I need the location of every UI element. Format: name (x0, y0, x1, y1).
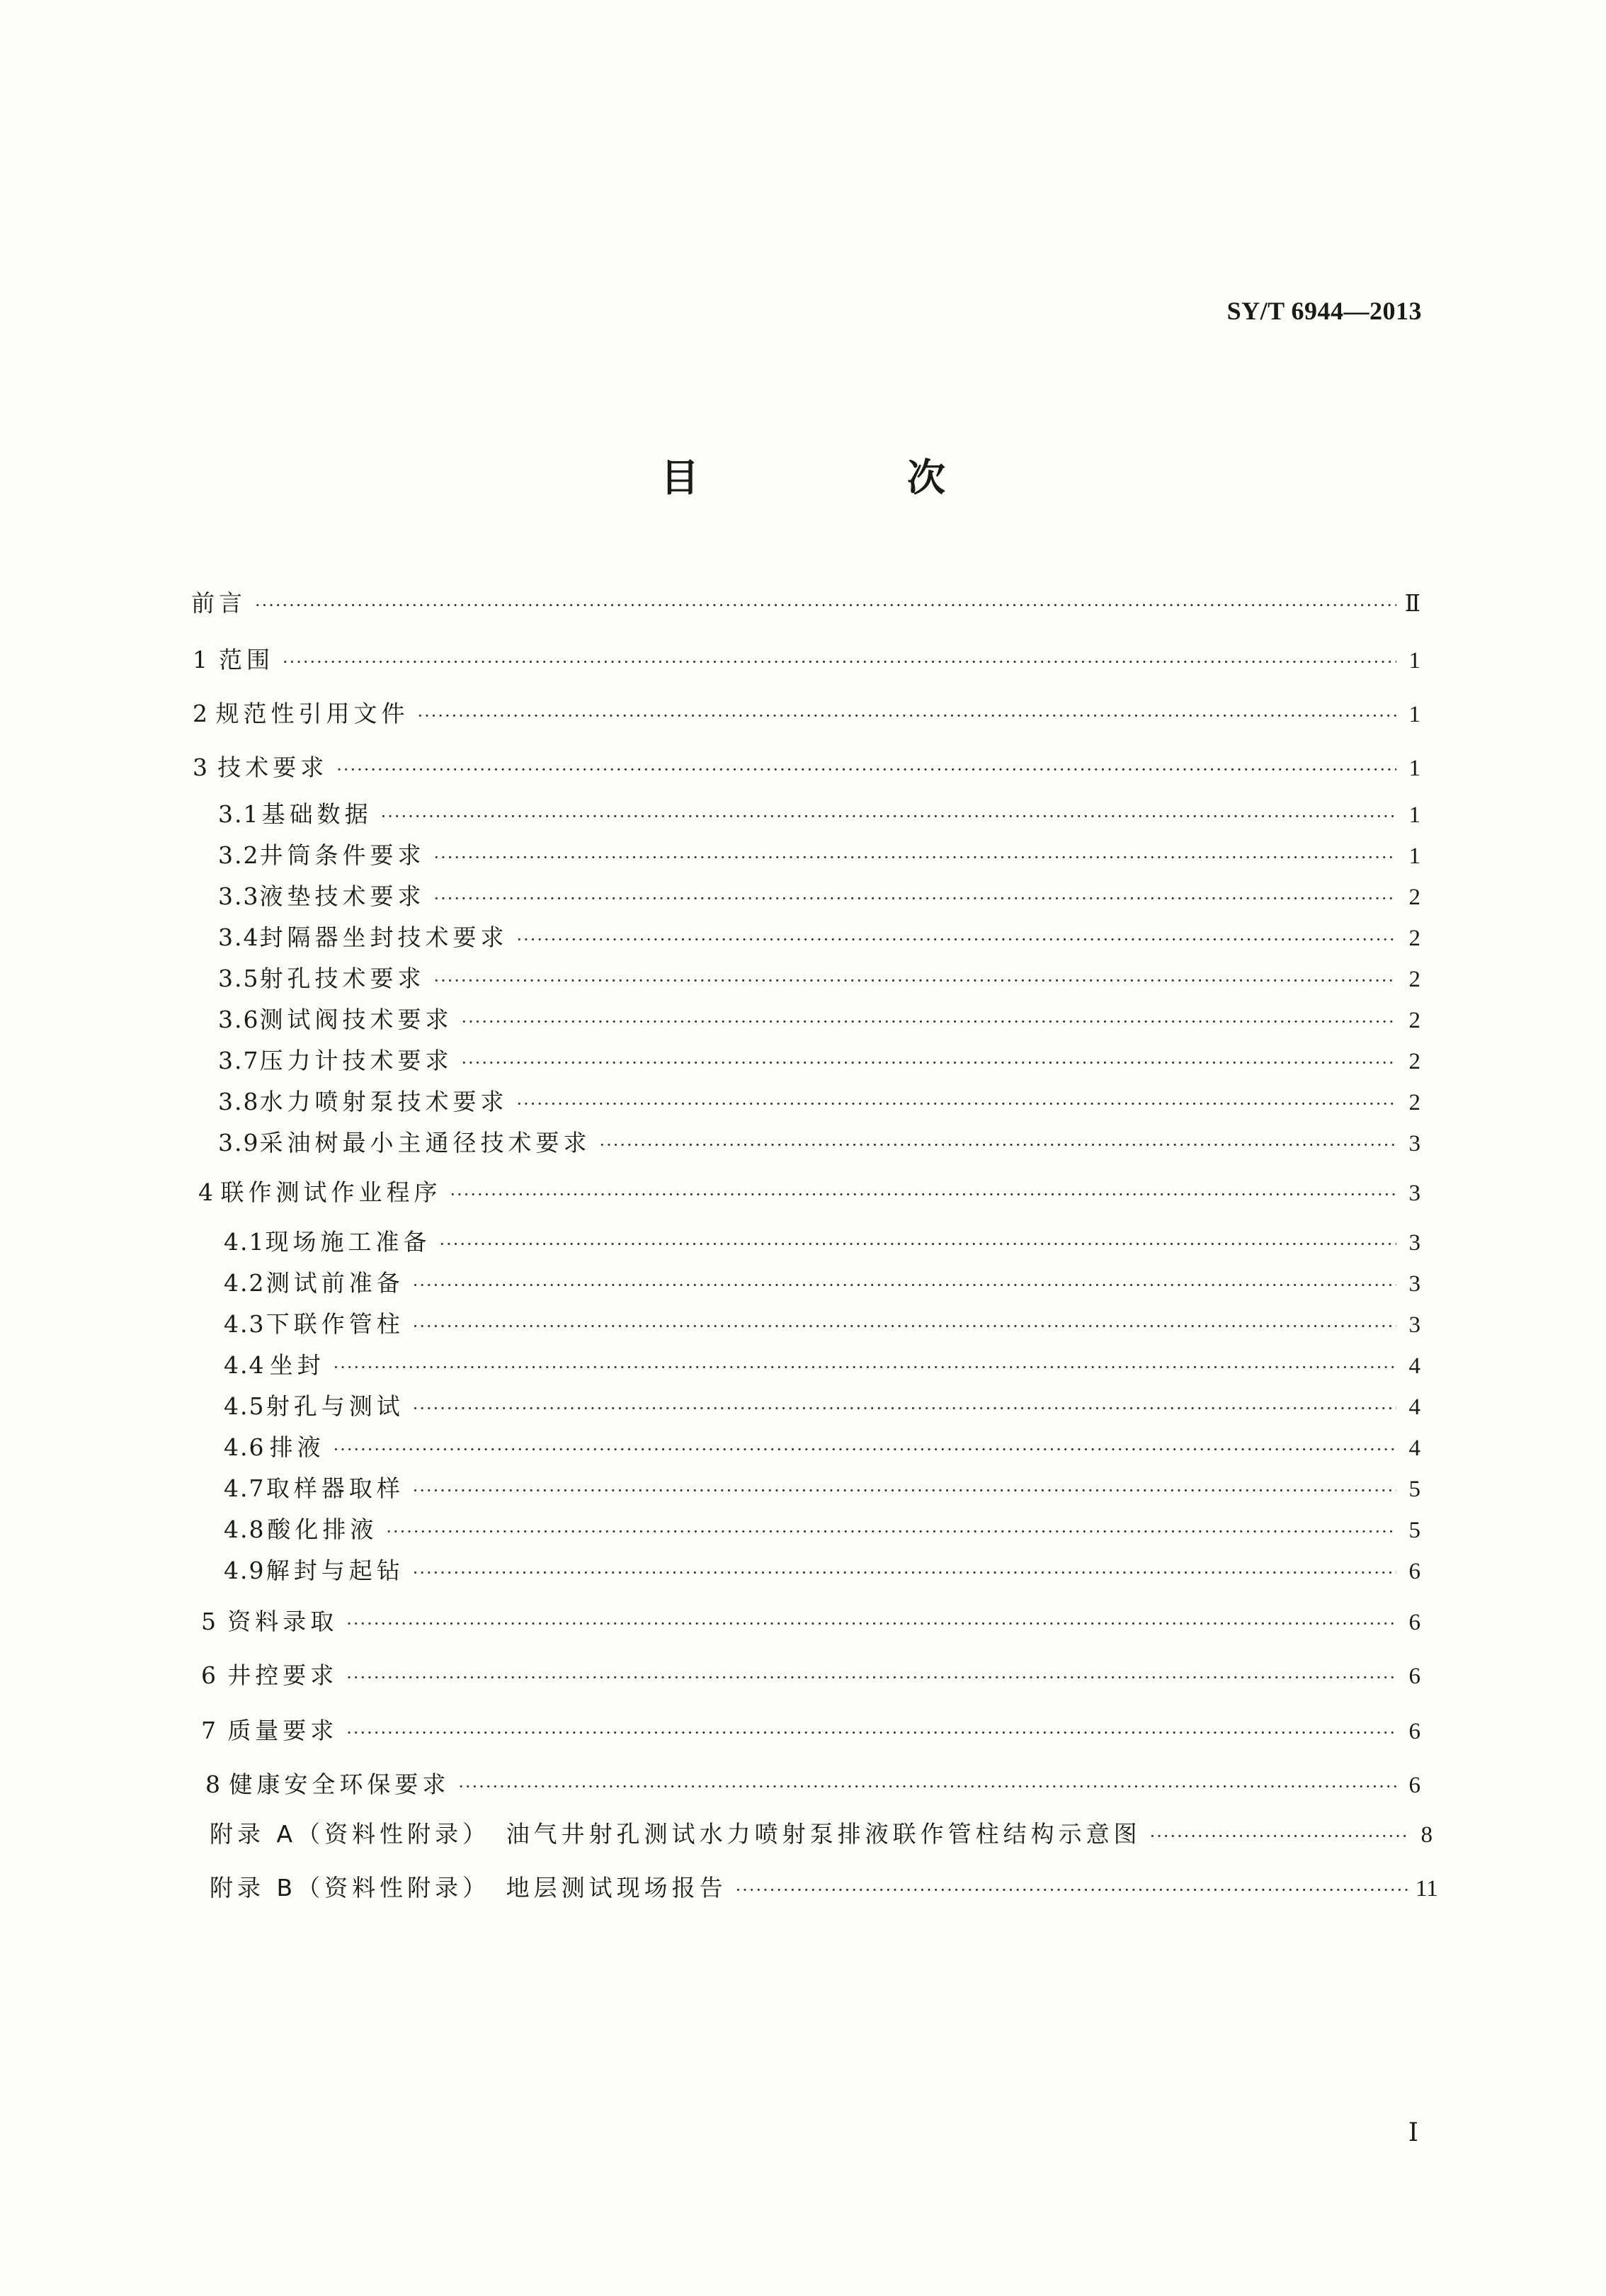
toc-entry-label: 质量要求 (227, 1717, 338, 1744)
toc-entry-label: 健康安全环保要求 (229, 1771, 450, 1798)
toc-leader (450, 1185, 1396, 1205)
toc-entry-number: 6 (201, 1661, 217, 1689)
toc-leader (461, 1012, 1396, 1032)
toc-leader (458, 1777, 1396, 1797)
toc-entry-page: 6 (1408, 1719, 1420, 1744)
toc-entry-page: 8 (1420, 1822, 1433, 1848)
toc-leader (516, 1094, 1396, 1114)
toc-entry[interactable] (218, 1001, 1420, 1035)
toc-entry-label: 液垫技术要求 (259, 882, 426, 910)
toc-leader (599, 1135, 1396, 1155)
toc-entry-label: 下联作管柱 (266, 1310, 404, 1338)
toc-leader (336, 760, 1396, 780)
toc-entry-label: 解封与起钻 (266, 1557, 404, 1584)
toc-entry-label: 取样器取样 (266, 1474, 404, 1502)
toc-entry[interactable] (224, 1306, 1420, 1339)
toc-entry-number: 3.5 (218, 965, 260, 992)
toc-leader (439, 1234, 1396, 1254)
toc-entry-page: 2 (1408, 1090, 1420, 1115)
toc-entry-label: 封隔器坐封技术要求 (259, 923, 508, 951)
toc-entry-number: 4.8 (224, 1516, 266, 1543)
toc-entry-page: 6 (1408, 1773, 1420, 1798)
toc-entry-label: 前言 (191, 589, 246, 617)
toc-entry-page: 1 (1408, 802, 1420, 828)
toc-leader (346, 1614, 1396, 1634)
toc-entry[interactable] (191, 585, 1420, 618)
toc-entry-number: 3 (193, 754, 209, 781)
standard-code: SY/T 6944—2013 (1226, 297, 1422, 325)
toc-entry[interactable] (218, 919, 1420, 953)
toc-entry-number: 3.2 (218, 841, 260, 869)
toc-entry-number: 3.7 (218, 1047, 260, 1074)
toc-entry-label: 范围 (219, 646, 275, 674)
toc-entry-page: 2 (1408, 926, 1420, 951)
toc-leader (516, 930, 1396, 950)
toc-entry[interactable] (224, 1511, 1420, 1545)
toc-entry-number: 4 (198, 1178, 215, 1206)
toc-entry-number: 4.2 (224, 1269, 266, 1297)
toc-entry-page: 5 (1408, 1518, 1420, 1543)
toc-entry-label: 附录 A（资料性附录） 油气井射孔测试水力喷射泵排液联作管柱结构示意图 (210, 1820, 1141, 1848)
toc-entry-label: 压力计技术要求 (259, 1047, 453, 1074)
toc-leader (413, 1317, 1396, 1336)
toc-entry[interactable] (198, 1174, 1420, 1207)
toc-entry[interactable] (193, 695, 1420, 729)
toc-entry-page: 6 (1408, 1664, 1420, 1689)
toc-leader (433, 971, 1396, 991)
toc-leader (334, 1440, 1396, 1460)
toc-entry-page: 3 (1408, 1271, 1420, 1297)
toc-entry-number: 3.1 (218, 800, 260, 828)
toc-entry-number: 2 (193, 700, 209, 727)
toc-leader (461, 1053, 1396, 1073)
toc-entry-label: 技术要求 (217, 754, 329, 781)
toc-entry-label: 基础数据 (261, 800, 372, 828)
toc-entry[interactable] (224, 1388, 1420, 1421)
toc-entry-label: 现场施工准备 (265, 1228, 431, 1256)
toc-entry[interactable] (218, 796, 1420, 829)
toc-entry[interactable] (218, 837, 1420, 870)
toc-entry-page: 11 (1416, 1876, 1438, 1902)
toc-entry-label: 坐封 (269, 1351, 325, 1379)
toc-entry[interactable] (210, 1816, 1433, 1849)
toc-entry[interactable] (218, 1125, 1420, 1158)
toc-entry[interactable] (224, 1429, 1420, 1462)
toc-entry-label: 井筒条件要求 (259, 841, 426, 869)
toc-entry-page: 5 (1408, 1477, 1420, 1502)
toc-entry-number: 8 (205, 1771, 222, 1798)
toc-entry[interactable] (201, 1712, 1420, 1746)
toc-entry-page: 2 (1408, 1049, 1420, 1074)
toc-entry-number: 1 (193, 646, 209, 674)
toc-entry-page: 4 (1408, 1353, 1420, 1379)
toc-entry-label: 酸化排液 (267, 1516, 378, 1543)
toc-entry[interactable] (224, 1470, 1420, 1504)
toc-entry-label: 附录 B（资料性附录） 地层测试现场报告 (210, 1874, 727, 1902)
toc-entry[interactable] (224, 1224, 1420, 1257)
toc-entry-label: 测试前准备 (266, 1269, 404, 1297)
toc-entry-page: 3 (1408, 1131, 1420, 1156)
toc-entry[interactable] (218, 1042, 1420, 1076)
toc-entry-label: 采油树最小主通径技术要求 (259, 1129, 591, 1156)
toc-leader (1150, 1826, 1408, 1846)
toc-entry-number: 5 (201, 1608, 217, 1635)
toc-entry[interactable] (218, 878, 1420, 911)
toc-entry-number: 3.9 (218, 1129, 260, 1156)
toc-entry-number: 4.3 (224, 1310, 266, 1338)
toc-leader (334, 1358, 1396, 1377)
toc-entry-page: 1 (1408, 702, 1420, 727)
toc-entry-page: 2 (1408, 885, 1420, 910)
toc-entry-page: 4 (1408, 1394, 1420, 1420)
toc-leader (433, 848, 1396, 868)
toc-leader (413, 1481, 1396, 1501)
toc-entry-label: 资料录取 (227, 1608, 338, 1635)
toc-entry-page: 3 (1408, 1312, 1420, 1338)
toc-entry[interactable] (218, 960, 1420, 994)
toc-entry-label: 水力喷射泵技术要求 (259, 1088, 508, 1115)
toc-entry[interactable] (224, 1347, 1420, 1380)
toc-entry-label: 测试阀技术要求 (259, 1006, 453, 1033)
toc-entry-number: 3.4 (218, 923, 260, 951)
toc-leader (346, 1723, 1396, 1743)
toc-entry-number: 4.5 (224, 1392, 266, 1420)
toc-entry-number: 3.3 (218, 882, 260, 910)
toc-entry-label: 井控要求 (227, 1661, 338, 1689)
toc-leader (283, 652, 1396, 672)
toc-entry-number: 4.1 (224, 1228, 266, 1256)
toc-leader (255, 596, 1396, 615)
toc-entry-label: 射孔技术要求 (259, 965, 426, 992)
toc-leader (381, 807, 1396, 826)
toc-leader (386, 1522, 1396, 1542)
toc-entry-page: Ⅱ (1404, 591, 1420, 617)
toc-entry[interactable] (224, 1552, 1420, 1586)
toc-entry-number: 4.4 (224, 1351, 266, 1379)
toc-entry[interactable] (201, 1603, 1420, 1637)
toc-entry-page: 1 (1408, 756, 1420, 781)
page-title: 目 次 (661, 455, 1030, 500)
toc-entry-page: 4 (1408, 1436, 1420, 1461)
toc-entry-page: 3 (1408, 1181, 1420, 1206)
toc-entry[interactable] (210, 1870, 1438, 1903)
toc-entry-label: 联作测试作业程序 (220, 1178, 442, 1206)
toc-entry-number: 3.6 (218, 1006, 260, 1033)
toc-entry-page: 1 (1408, 648, 1420, 674)
toc-entry-page: 2 (1408, 967, 1420, 992)
toc-entry-number: 4.7 (224, 1474, 266, 1502)
page-number: Ⅰ (1408, 2118, 1418, 2147)
toc-entry-page: 6 (1408, 1610, 1420, 1635)
toc-entry-number: 7 (201, 1717, 217, 1744)
toc-leader (346, 1668, 1396, 1688)
toc-entry[interactable] (224, 1265, 1420, 1298)
toc-entry-label: 射孔与测试 (266, 1392, 404, 1420)
toc-leader (418, 706, 1396, 726)
toc-entry-page: 6 (1408, 1559, 1420, 1584)
toc-entry[interactable] (218, 1084, 1420, 1117)
toc-entry-number: 4.9 (224, 1557, 266, 1584)
toc-entry-label: 规范性引用文件 (215, 700, 409, 727)
toc-entry-number: 4.6 (224, 1433, 266, 1461)
toc-leader (413, 1399, 1396, 1419)
toc-leader (413, 1563, 1396, 1583)
toc-entry[interactable] (205, 1766, 1420, 1800)
toc-entry[interactable] (193, 642, 1420, 675)
toc-entry-number: 3.8 (218, 1088, 260, 1115)
toc-entry-label: 排液 (269, 1433, 325, 1461)
toc-leader (413, 1275, 1396, 1295)
toc-entry-page: 2 (1408, 1008, 1420, 1033)
toc-entry[interactable] (201, 1657, 1420, 1690)
toc-entry-page: 3 (1408, 1230, 1420, 1256)
toc-leader (736, 1880, 1408, 1900)
toc-entry[interactable] (193, 749, 1420, 783)
toc-leader (433, 889, 1396, 909)
toc-entry-page: 1 (1408, 843, 1420, 869)
